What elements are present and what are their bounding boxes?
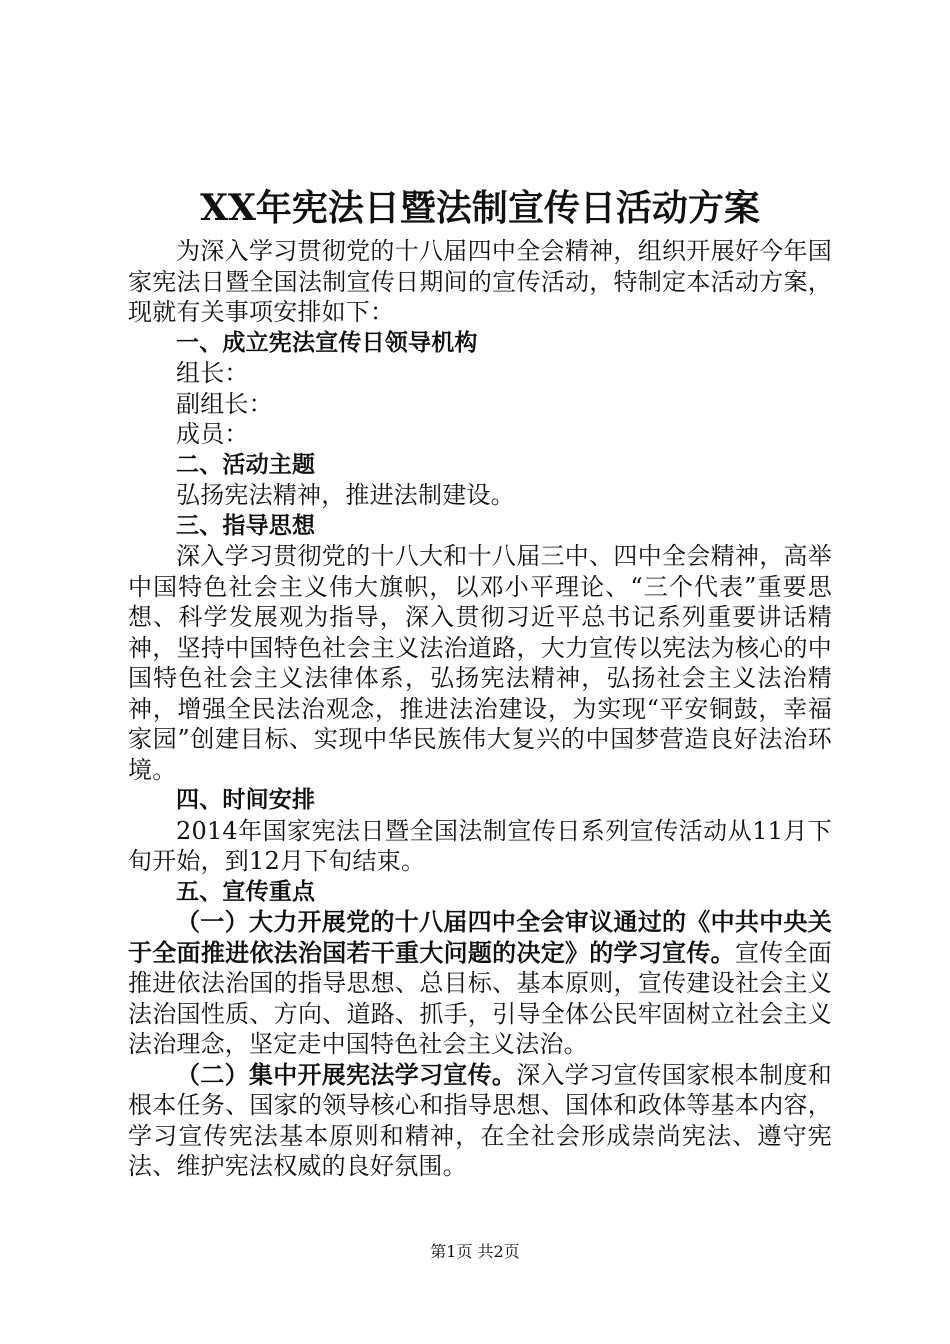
section-2-body: 弘扬宪法精神，推进法制建设。 (176, 481, 515, 509)
section-4-heading: 四、时间安排 (176, 787, 316, 813)
section-3-body: 深入学习贯彻党的十八大和十八届三中、四中全会精神，高举中国特色社会主义伟大旗帜，以邓小平理论、“三个代表”重要思想、科学发展观为指导，深入贯彻习近平总书记系列重要讲话精神，坚持中国特色社会主义法治道路，大力宣传以宪法为核心的中国特色社会主义法律体系，弘扬宪法精神，弘扬社会主义法治精神，增强全民法治观念，推进法治建设，为实现“平安铜鼓，幸福家园”创建目标、实现中华民族伟大复兴的中国梦营造良好法治环境。 (128, 542, 832, 784)
members-line: 成员： (176, 420, 249, 448)
deputy-leader-line: 副组长： (176, 389, 273, 418)
intro-paragraph: 为深入学习贯彻党的十八届四中全会精神，组织开展好今年国家宪法日暨全国法制宣传日期间的宣传活动，特制定本活动方案，现就有关事项安排如下： (128, 237, 832, 326)
section-5-heading: 五、宣传重点 (176, 878, 316, 905)
section-5-item-1 (128, 907, 832, 1060)
section-2-heading: 二、活动主题 (176, 451, 316, 478)
section-5-item-2 (128, 1060, 832, 1182)
section-1-heading: 一、成立宪法宣传日领导机构 (176, 329, 478, 356)
leader-line: 组长： (176, 359, 249, 387)
section-3-heading: 三、指导思想 (176, 512, 316, 539)
page-number: 第1页 共2页 (430, 1242, 520, 1261)
section-4-body: 2014年国家宪法日暨全国法制宣传日系列宣传活动从11月下旬开始，到12月下旬结束。 (128, 816, 832, 875)
item-2-body: 深入学习宣传国家根本制度和根本任务、国家的领导核心和指导思想、国体和政体等基本内容，学习宣传宪法基本原则和精神，在全社会形成崇尚宪法、遵守宪法、维护宪法权威的良好氛围。 (128, 1060, 832, 1180)
document-title: XX年宪法日暨法制宣传日活动方案 (200, 187, 760, 229)
item-2-lead: （二）集中开展宪法学习宣传。 (176, 1060, 517, 1089)
document-body (128, 186, 832, 1182)
item-1-lead: （一）大力开展党的十八届四中全会审议通过的《中共中央关于全面推进依法治国若干重大问题的决定》的学习宣传。 (128, 908, 832, 967)
item-1-body: 宣传全面推进依法治国的指导思想、总目标、基本原则，宣传建设社会主义法治国性质、方向、道路、抓手，引导全体公民牢固树立社会主义法治理念，坚定走中国特色社会主义法治。 (128, 938, 832, 1058)
